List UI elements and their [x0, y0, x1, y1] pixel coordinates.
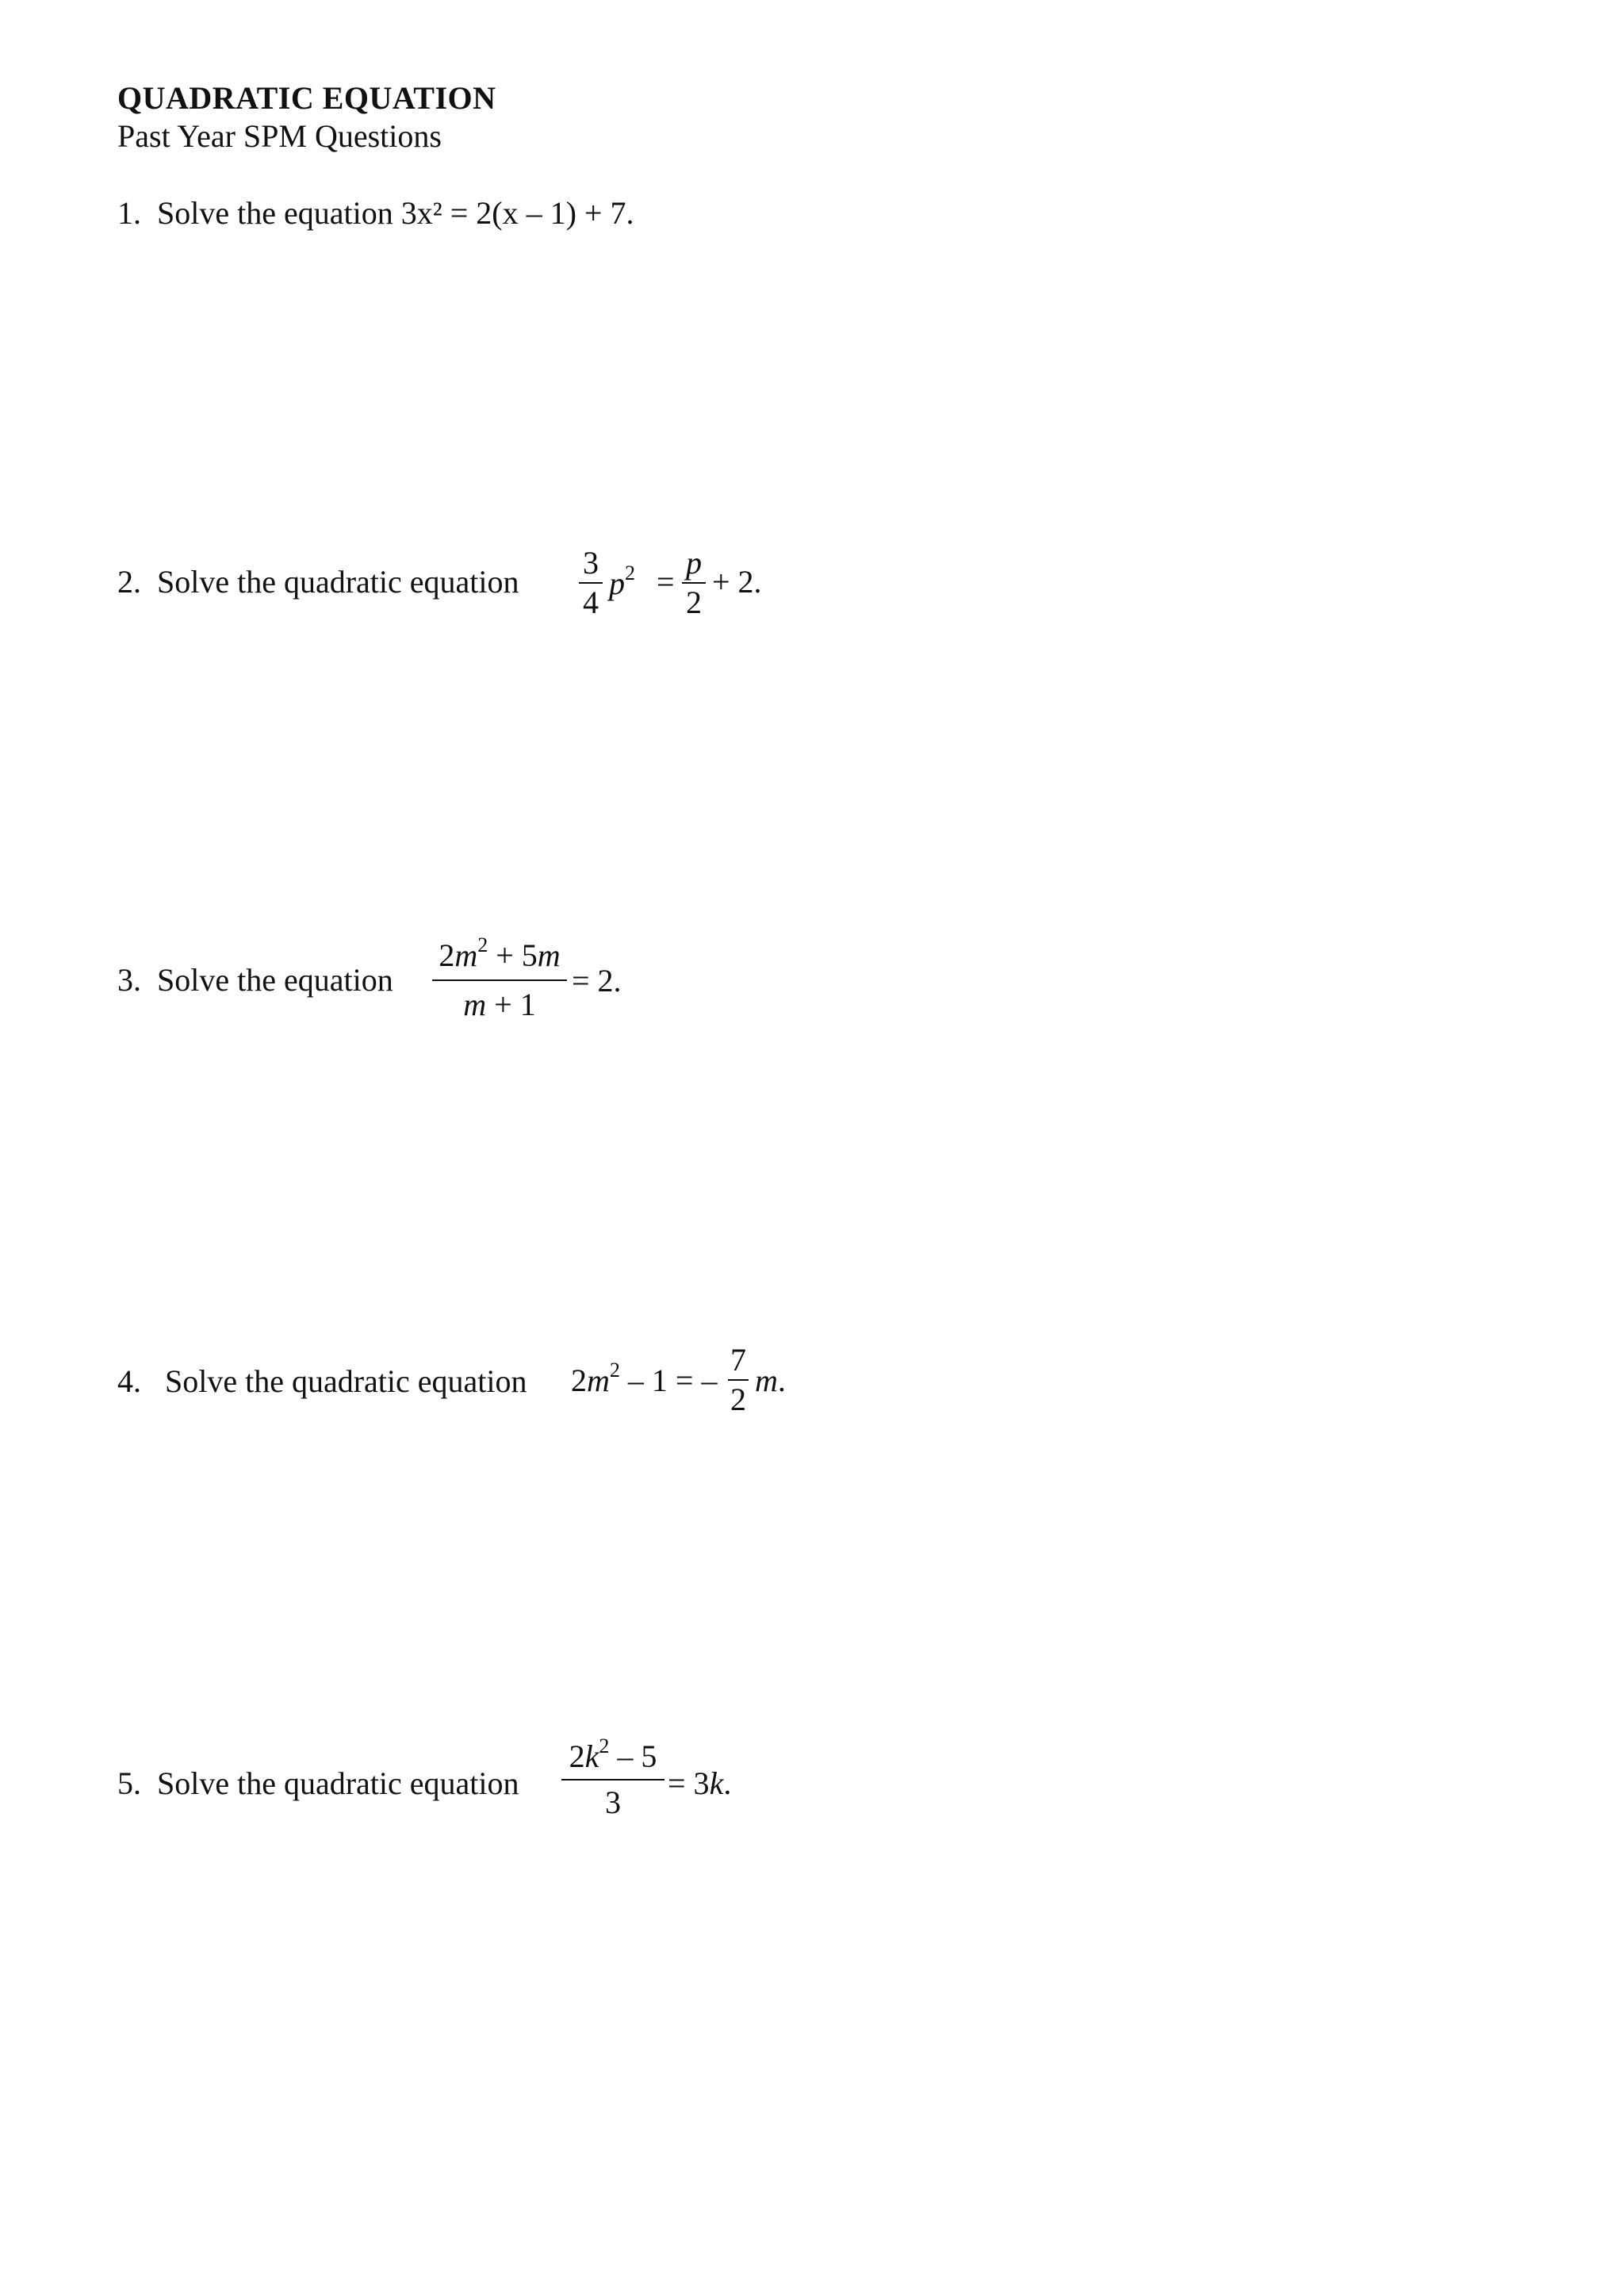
- question-text: Solve the equation 3x² = 2(x – 1) + 7.: [157, 195, 634, 231]
- question-text: Solve the quadratic equation: [157, 1765, 519, 1801]
- question-1: [117, 194, 634, 232]
- equation-q4: $2m^2 - 1$ = – 7 2 m.: [571, 1342, 786, 1417]
- question-number: 4.: [117, 1363, 141, 1399]
- equation-q5: $2k^2 - 5$ 3 = 3k.: [561, 1741, 752, 1836]
- question-number: 3.: [117, 962, 141, 998]
- fraction-2m2-5m-over-m1: $2m^2 + 5m$ m + 1: [432, 940, 567, 1021]
- fraction-p-over-2: p 2: [682, 547, 706, 619]
- fraction-2k2-5-over-3: $2k^2 - 5$ 3: [561, 1741, 665, 1819]
- question-3: [117, 961, 393, 999]
- equation-q2: 3 4 $p^2$ = p 2 + 2.: [571, 547, 777, 627]
- question-number: 2.: [117, 564, 141, 600]
- question-text: Solve the quadratic equation: [157, 564, 519, 600]
- question-2: [117, 563, 519, 600]
- question-number: 1.: [117, 195, 141, 231]
- fraction-seven-halves: 7 2: [728, 1344, 749, 1416]
- question-text: Solve the quadratic equation: [165, 1363, 527, 1399]
- question-5: [117, 1765, 519, 1802]
- fraction-three-quarters: 3 4: [579, 547, 603, 619]
- question-number: 5.: [117, 1765, 141, 1801]
- equation-q3: $2m^2 + 5m$ m + 1 = 2.: [432, 940, 638, 1035]
- question-4: [117, 1363, 527, 1400]
- page-subtitle: Past Year SPM Questions: [117, 118, 442, 154]
- question-text: Solve the equation: [157, 962, 393, 998]
- page-title: QUADRATIC EQUATION: [117, 80, 496, 116]
